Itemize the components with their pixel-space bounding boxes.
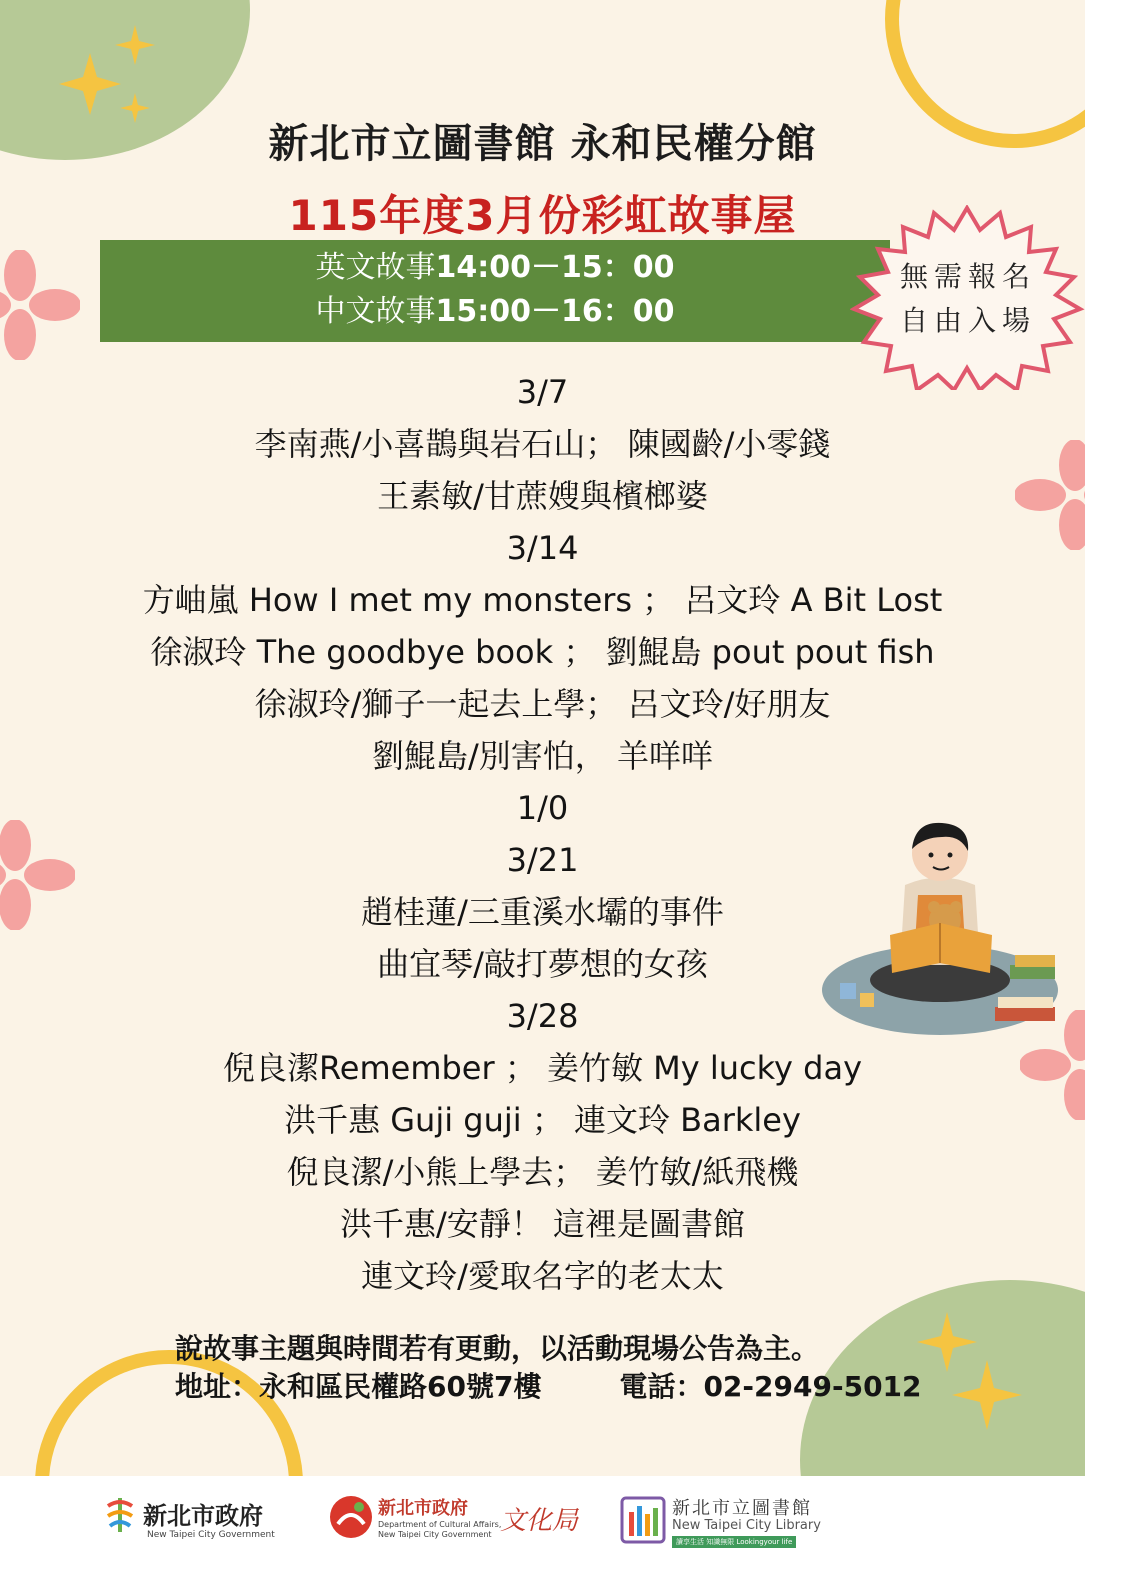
contact-row [175, 1368, 1055, 1406]
english-session [100, 246, 890, 290]
chinese-session [100, 290, 890, 334]
free-entry-badge [868, 255, 1068, 343]
badge-line-1: 無需報名 [899, 260, 1036, 293]
program-list [0, 366, 1085, 1302]
footer-logos [0, 1476, 1125, 1592]
story-line: 徐淑玲 The goodbye book ； 劉鯤島 pout pout fish [150, 633, 935, 671]
notice-text: 說故事主題與時間若有更動，以活動現場公告為主。 [175, 1332, 820, 1365]
address-text: 地址：永和區民權路60號7樓 [175, 1370, 542, 1403]
english-session-time: 14:00－15：00 [435, 250, 675, 285]
story-line: 王素敏/甘蔗嫂與檳榔婆 [377, 477, 708, 515]
session-date: 3/7 [516, 373, 569, 411]
story-line: 倪良潔Remember ； 姜竹敏 My lucky day [222, 1049, 863, 1087]
library-tagline: 讀享生活 知識無限 Lookingyour life [672, 1536, 796, 1548]
story-line: 曲宜琴/敲打夢想的女孩 [377, 945, 708, 983]
gov-emblem-icon [105, 1496, 135, 1534]
chinese-session-label: 中文故事 [315, 294, 436, 329]
culture-en-2: New Taipei City Government [378, 1530, 492, 1539]
story-line: 連文玲/愛取名字的老太太 [361, 1257, 724, 1295]
gov-name-en: New Taipei City Government [147, 1530, 275, 1540]
flower-icon [0, 250, 80, 360]
library-logo [620, 1494, 850, 1574]
story-line: 洪千惠/安靜！ 這裡是圖書館 [340, 1205, 745, 1243]
session-date: 3/28 [506, 997, 579, 1035]
chinese-session-time: 15:00－16：00 [435, 294, 675, 329]
story-line: 徐淑玲/獅子一起去上學； 呂文玲/好朋友 [254, 685, 831, 723]
event-title: 115年度3月份彩虹故事屋 [288, 191, 797, 240]
notes [175, 1330, 1055, 1406]
story-line: 趙桂蓮/三重溪水壩的事件 [361, 893, 724, 931]
phone-text: 電話：02-2949-5012 [619, 1370, 922, 1403]
gov-name: 新北市政府 [143, 1501, 263, 1530]
culture-en-1: Department of Cultural Affairs, [378, 1520, 502, 1529]
culture-bureau-logo [328, 1494, 578, 1574]
schedule-band [100, 240, 890, 342]
story-line: 劉鯤島/別害怕， 羊咩咩 [372, 737, 713, 775]
library-name: 新北市立圖書館 [672, 1498, 812, 1519]
story-line: 洪千惠 Guji guji ； 連文玲 Barkley [284, 1101, 801, 1139]
session-date: 3/21 [506, 841, 579, 879]
session-date: 1/0 [516, 789, 569, 827]
library-emblem-icon [620, 1494, 666, 1544]
gov-logo [105, 1494, 285, 1574]
library-title: 新北市立圖書館 永和民權分館 [268, 121, 817, 167]
culture-gov-name: 新北市政府 [378, 1498, 468, 1519]
story-line: 倪良潔/小熊上學去； 姜竹敏/紙飛機 [286, 1153, 799, 1191]
english-session-label: 英文故事 [315, 250, 436, 285]
badge-line-2: 自由入場 [899, 304, 1036, 337]
culture-emblem-icon [328, 1494, 374, 1540]
session-date: 3/14 [506, 529, 579, 567]
story-line: 方岫嵐 How I met my monsters ； 呂文玲 A Bit Lost [142, 581, 943, 619]
culture-bureau-name: 文化局 [500, 1506, 579, 1536]
story-line: 李南燕/小喜鵲與岩石山； 陳國齡/小零錢 [254, 425, 831, 463]
library-name-en: New Taipei City Library [672, 1518, 821, 1533]
